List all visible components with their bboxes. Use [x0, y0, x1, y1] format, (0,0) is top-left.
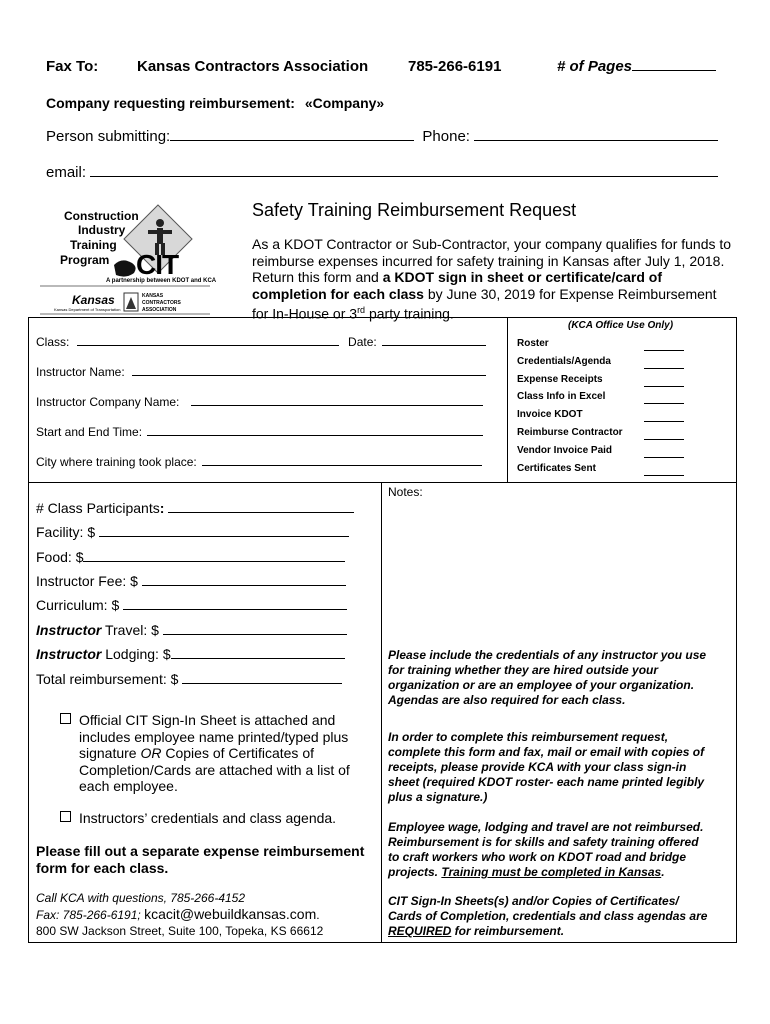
checkbox-signin[interactable] — [60, 712, 360, 795]
office-item-credentials: Credentials/Agenda — [517, 356, 611, 367]
office-line-certificates[interactable] — [644, 475, 684, 476]
contact-address: 800 SW Jackson Street, Suite 100, Topeka, KS 66612 — [36, 924, 324, 938]
note-wage-line4 — [388, 865, 703, 880]
total-row — [36, 671, 342, 687]
intro-line-4a: completion for each class — [252, 285, 424, 302]
office-item-invoice: Invoice KDOT — [517, 409, 583, 420]
office-line-credentials[interactable] — [644, 368, 684, 369]
checkbox-signin-box[interactable] — [60, 713, 71, 724]
logo-line2: Industry — [78, 223, 126, 237]
city-row — [36, 455, 482, 469]
checkbox-signin-line4 — [60, 762, 360, 779]
email-row — [46, 164, 718, 181]
office-title: (KCA Office Use Only) — [568, 320, 674, 331]
note-required-line2: Cards of Completion, credentials and class agendas are — [388, 909, 708, 923]
note-credentials-line4: Agendas are also required for each class. — [388, 693, 626, 707]
pages-label: # of Pages — [557, 58, 633, 75]
class-input-line[interactable] — [77, 345, 339, 346]
office-line-vendor[interactable] — [644, 457, 684, 458]
separate-form-line1: Please fill out a separate expense reimbursement — [36, 843, 365, 859]
logo-partnership: A partnership between KDOT and KCA — [106, 278, 217, 284]
logo-kca3: ASSOCIATION — [142, 307, 177, 313]
date-label: Date: — [348, 335, 377, 349]
contact-fax-row — [36, 906, 320, 922]
notes-label: Notes: — [388, 485, 423, 499]
instructor-fee-input-line[interactable] — [142, 585, 346, 586]
instructor-company-label: Instructor Company Name: — [36, 395, 180, 409]
facility-row — [36, 524, 349, 540]
logo-line1: Construction — [64, 209, 139, 223]
note-complete-line1: In order to complete this reimbursement request, — [388, 730, 669, 744]
checkbox-credentials-text: Instructors’ credentials and class agenda. — [79, 810, 337, 826]
curriculum-input-line[interactable] — [123, 609, 347, 610]
person-label: Person submitting: — [46, 128, 171, 145]
company-value[interactable]: «Company» — [304, 95, 385, 111]
divider-notes — [381, 482, 382, 942]
intro-line-3b: a KDOT sign in sheet or certificate/card of — [382, 269, 663, 285]
lodging-label: Lodging: $ — [101, 646, 171, 662]
separate-form-line2: form for each class. — [36, 859, 169, 876]
instructor-row — [36, 365, 486, 379]
instructor-fee-row — [36, 573, 346, 589]
food-input-line[interactable] — [83, 561, 345, 562]
city-input-line[interactable] — [202, 465, 482, 466]
checkbox-signin-or: OR — [140, 745, 162, 761]
office-item-roster: Roster — [517, 338, 549, 349]
office-line-invoice[interactable] — [644, 421, 684, 422]
contact-email-link[interactable]: kcacit@webuildkansas.com — [144, 906, 317, 922]
food-row — [36, 549, 345, 565]
travel-label-bold: Instructor — [36, 622, 102, 638]
checkbox-signin-text3a: signature — [79, 745, 141, 761]
note-wage-line4-underline: Training must be completed in Kansas — [441, 865, 662, 879]
total-label: Total reimbursement: $ — [36, 671, 179, 687]
time-row — [36, 425, 483, 439]
intro-line-5b: party training. — [365, 305, 454, 322]
note-wage — [388, 820, 703, 880]
lodging-input-line[interactable] — [171, 658, 345, 659]
person-row — [46, 128, 718, 145]
note-credentials-line1: Please include the credentials of any instructor you use — [388, 648, 707, 662]
travel-row — [36, 622, 347, 638]
email-label: email: — [46, 164, 87, 181]
class-label: Class: — [36, 335, 70, 349]
checkbox-signin-text3b: Copies of Certificates of — [161, 745, 314, 761]
checkbox-credentials-box[interactable] — [60, 811, 71, 822]
travel-label: Travel: $ — [101, 622, 159, 638]
note-complete-line3: receipts, please provide KCA with your class sign-in — [388, 760, 687, 774]
checkbox-signin-text2: includes employee name printed/typed plus — [79, 728, 349, 745]
logo-line3: Training — [70, 238, 117, 252]
office-line-receipts[interactable] — [644, 386, 684, 387]
participants-label: # Class Participants — [36, 500, 160, 516]
divider-office — [507, 317, 508, 482]
note-complete-line5: plus a signature.) — [388, 790, 488, 804]
cit-logo — [40, 203, 220, 318]
note-required-underline: REQUIRED — [388, 924, 452, 938]
pages-input-line[interactable] — [632, 70, 716, 71]
note-complete-line2: complete this form and fax, mail or email with copies of — [388, 745, 705, 759]
note-required-line1: CIT Sign-In Sheets(s) and/or Copies of Certificates/ — [388, 894, 679, 908]
logo-kca2: CONTRACTORS — [142, 300, 181, 306]
office-item-vendor: Vendor Invoice Paid — [517, 445, 613, 456]
city-label: City where training took place: — [36, 455, 197, 469]
intro-line-2: reimburse expenses incurred for safety training in Kansas after July 1, 2018. — [252, 252, 725, 269]
note-required-line3 — [388, 924, 707, 939]
contact-call: Call KCA with questions, 785-266-4152 — [36, 891, 246, 905]
curriculum-row — [36, 597, 347, 613]
note-credentials-line2: for training whether they are hired outside your — [388, 663, 659, 677]
office-item-receipts: Expense Receipts — [517, 374, 603, 385]
fax-to-label: Fax To: — [46, 58, 99, 75]
instructor-company-input-line[interactable] — [191, 405, 483, 406]
contact-period: . — [316, 908, 320, 922]
pages-field — [557, 58, 716, 75]
travel-input-line[interactable] — [163, 634, 347, 635]
note-complete — [388, 730, 704, 805]
participants-colon: : — [159, 500, 165, 516]
office-line-roster[interactable] — [644, 350, 684, 351]
note-wage-line4a: projects. — [388, 865, 442, 879]
checkbox-signin-line3 — [60, 745, 360, 762]
separate-form-note — [36, 843, 364, 876]
intro-line-3a: Return this form and — [252, 269, 383, 285]
note-credentials-line3: organization or are an employee of your organization. — [388, 678, 695, 692]
contact-fax: Fax: 785-266-6191; — [36, 908, 145, 922]
total-input-line[interactable] — [182, 683, 342, 684]
office-line-excel[interactable] — [644, 403, 684, 404]
note-wage-line2: Reimbursement is for skills and safety training offered — [388, 835, 699, 849]
company-label: Company requesting reimbursement: — [46, 95, 295, 111]
note-complete-line4: sheet (required KDOT roster- each name printed legibly — [388, 775, 705, 789]
note-required — [388, 894, 707, 939]
note-wage-line3: to craft workers who work on KDOT road and bridge — [388, 850, 687, 864]
checkbox-signin-text5: each employee. — [79, 778, 178, 794]
note-wage-line1: Employee wage, lodging and travel are not reimbursed. — [388, 820, 704, 834]
lodging-row — [36, 646, 345, 662]
logo-kca1: KANSAS — [142, 293, 164, 299]
class-row — [36, 335, 486, 349]
form-title: Safety Training Reimbursement Request — [252, 200, 577, 220]
intro-paragraph — [252, 236, 731, 322]
participants-input-line[interactable] — [168, 512, 354, 513]
email-input-line[interactable] — [90, 176, 718, 177]
instructor-input-line[interactable] — [132, 375, 486, 376]
phone-label: Phone: — [422, 128, 470, 145]
curriculum-label: Curriculum: $ — [36, 597, 120, 613]
fax-number: 785-266-6191 — [408, 58, 502, 75]
checkbox-signin-line1 — [60, 712, 360, 729]
facility-label: Facility: $ — [36, 524, 96, 540]
food-label: Food: $ — [36, 549, 84, 565]
divider-horizontal — [28, 482, 736, 483]
instructor-label: Instructor Name: — [36, 365, 125, 379]
office-item-certificates: Certificates Sent — [517, 463, 596, 474]
intro-line-5-sup: rd — [357, 305, 366, 315]
date-input-line[interactable] — [382, 345, 486, 346]
checkbox-signin-line5 — [60, 778, 360, 795]
note-wage-line4b: . — [661, 865, 665, 879]
intro-line-5a: for In-House or 3 — [252, 305, 358, 322]
intro-line-4b: by June 30, 2019 for Expense Reimbursement — [423, 285, 717, 302]
checkbox-signin-text1: Official CIT Sign-In Sheet is attached and — [79, 712, 336, 728]
checkbox-signin-text4: Completion/Cards are attached with a list of — [79, 761, 350, 778]
intro-line-4 — [252, 286, 731, 303]
office-item-excel: Class Info in Excel — [517, 391, 606, 402]
logo-cit: CIT — [136, 249, 179, 280]
logo-line4: Program — [60, 253, 110, 267]
time-input-line[interactable] — [147, 435, 483, 436]
instructor-company-row — [36, 395, 483, 409]
instructor-fee-label: Instructor Fee: $ — [36, 573, 138, 589]
intro-line-3 — [252, 269, 731, 286]
time-label: Start and End Time: — [36, 425, 143, 439]
checkbox-signin-line2 — [60, 729, 360, 746]
logo-kansas: Kansas — [72, 293, 115, 307]
facility-input-line[interactable] — [99, 536, 349, 537]
logo-kdot-sub: Kansas Department of Transportation — [54, 307, 121, 312]
note-credentials — [388, 648, 706, 708]
person-input-line[interactable] — [170, 140, 414, 141]
intro-line-1: As a KDOT Contractor or Sub-Contractor, your company qualifies for funds to — [252, 236, 732, 252]
company-row — [46, 95, 384, 111]
participants-row — [36, 500, 354, 516]
office-item-reimburse: Reimburse Contractor — [517, 427, 623, 438]
note-required-line3b: for reimbursement. — [451, 924, 565, 938]
org-name: Kansas Contractors Association — [137, 58, 369, 75]
office-line-reimburse[interactable] — [644, 439, 684, 440]
phone-input-line[interactable] — [474, 140, 718, 141]
checkbox-credentials[interactable] — [60, 810, 336, 826]
lodging-label-bold: Instructor — [36, 646, 102, 662]
